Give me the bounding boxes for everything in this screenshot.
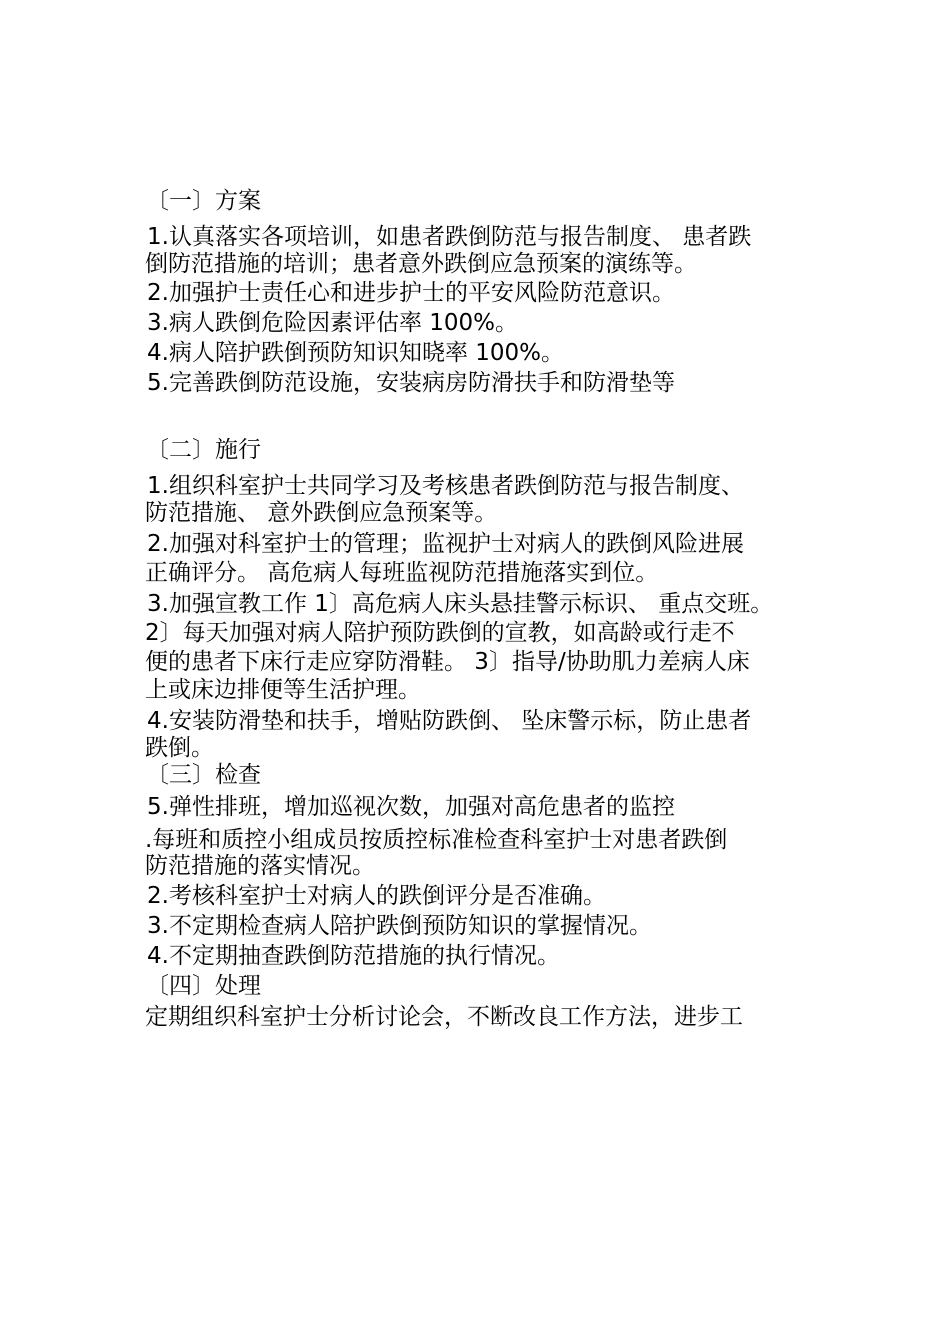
paragraph-line: .每班和质控小组成员按质控标准检查科室护士对患者跌倒 [145,827,728,853]
paragraph-line: 5.完善跌倒防范设施，安装病房防滑扶手和防滑垫等 [147,370,675,396]
paragraph-line: 上或床边排便等生活护理。 [145,677,421,703]
section-heading-implementation: 〔二〕施行 [146,437,261,463]
paragraph-line: 定期组织科室护士分析讨论会，不断改良工作方法，进步工 [145,1004,743,1030]
paragraph-line: 3.不定期检查病人陪护跌倒预防知识的掌握情况。 [147,913,652,939]
paragraph-line: 跌倒。 [145,735,214,761]
paragraph-line: 4.安装防滑垫和扶手，增贴防跌倒、 坠床警示标，防止患者 [147,708,752,734]
paragraph-line: 防范措施、 意外跌倒应急预案等。 [145,500,498,526]
paragraph-line: 1.组织科室护士共同学习及考核患者跌倒防范与报告制度、 [147,473,744,499]
paragraph-line: 2.考核科室护士对病人的跌倒评分是否准确。 [147,883,606,909]
section-heading-handling: 〔四〕处理 [146,973,261,999]
paragraph-line: 3.病人跌倒危险因素评估率 100%。 [147,310,519,336]
section-heading-check: 〔三〕检查 [146,762,261,788]
paragraph-line: 正确评分。 高危病人每班监视防范措施落实到位。 [145,560,659,586]
section-heading-plan: 〔一〕方案 [146,188,261,214]
paragraph-line: 便的患者下床行走应穿防滑鞋。 3〕指导/协助肌力差病人床 [145,649,750,675]
paragraph-line: 5.弹性排班，增加巡视次数，加强对高危患者的监控 [147,794,675,820]
paragraph-line: 2.加强护士责任心和进步护士的平安风险防范意识。 [147,280,675,306]
paragraph-line: 2〕每天加强对病人陪护预防跌倒的宣教，如高龄或行走不 [145,620,735,646]
paragraph-line: 3.加强宣教工作 1〕高危病人床头悬挂警示标识、 重点交班。 [147,591,774,617]
paragraph-line: 倒防范措施的培训；患者意外跌倒应急预案的演练等。 [145,251,697,277]
paragraph-line: 1.认真落实各项培训，如患者跌倒防范与报告制度、 患者跌 [147,224,752,250]
paragraph-line: 2.加强对科室护士的管理；监视护士对病人的跌倒风险进展 [147,531,744,557]
paragraph-line: 防范措施的落实情况。 [145,853,375,879]
paragraph-line: 4.病人陪护跌倒预防知识知晓率 100%。 [147,340,565,366]
paragraph-line: 4.不定期抽查跌倒防范措施的执行情况。 [147,943,560,969]
